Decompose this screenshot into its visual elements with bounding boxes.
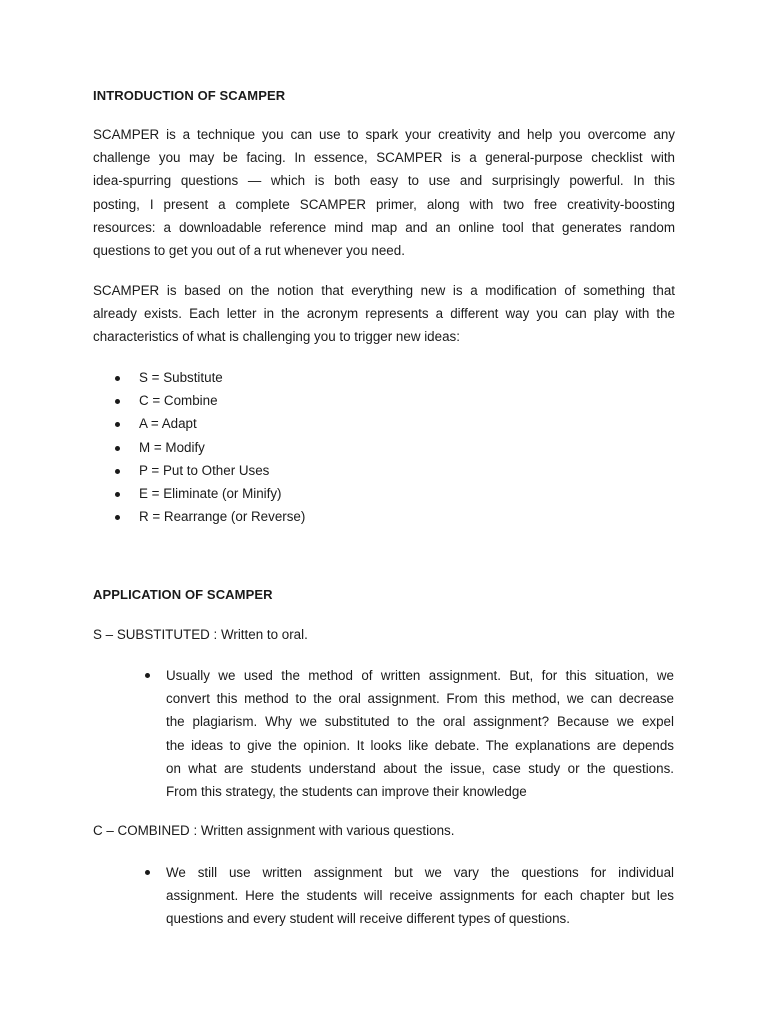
paragraph-line: already exists. Each letter in the acronym represents a different way you can play with the xyxy=(93,306,675,322)
paragraph-line: idea-spurring questions — which is both easy to use and surprisingly powerful. In this xyxy=(93,173,675,189)
bullet-icon xyxy=(115,446,120,451)
paragraph-line: characteristics of what is challenging you to trigger new ideas: xyxy=(93,329,460,345)
bullet-icon xyxy=(115,422,120,427)
bullet-icon xyxy=(115,376,120,381)
list-item-text: E = Eliminate (or Minify) xyxy=(139,485,282,501)
bullet-line: assignment. Here the students will receive assignments for each chapter but les xyxy=(166,888,674,904)
substituted-title: S – SUBSTITUTED : Written to oral. xyxy=(93,627,308,642)
bullet-icon xyxy=(115,515,120,520)
list-item-text: M = Modify xyxy=(139,439,205,455)
paragraph-line: SCAMPER is a technique you can use to spark your creativity and help you overcome any xyxy=(93,127,675,142)
paragraph-line: posting, I present a complete SCAMPER primer, along with two free creativity-boosting xyxy=(93,196,675,212)
combined-bullet-text xyxy=(166,861,674,931)
bullet-icon xyxy=(145,870,150,875)
intro-paragraph-2 xyxy=(93,279,675,349)
bullet-line: the ideas to give the opinion. It looks like debate. The explanations are depends xyxy=(166,737,674,753)
bullet-icon xyxy=(145,673,150,678)
combined-title: C – COMBINED : Written assignment with various questions. xyxy=(93,823,455,838)
bullet-line: We still use written assignment but we vary the questions for individual xyxy=(166,865,674,880)
bullet-icon xyxy=(115,469,120,474)
paragraph-line: resources: a downloadable reference mind map and an online tool that generates random xyxy=(93,219,675,235)
bullet-icon xyxy=(115,492,120,497)
paragraph-line: SCAMPER is based on the notion that everything new is a modification of something that xyxy=(93,283,675,298)
bullet-line: questions and every student will receive different types of questions. xyxy=(166,911,570,927)
paragraph-line: questions to get you out of a rut whenever you need. xyxy=(93,243,405,259)
bullet-icon xyxy=(115,399,120,404)
list-item-text: S = Substitute xyxy=(139,370,223,385)
list-item-text: R = Rearrange (or Reverse) xyxy=(139,509,306,525)
intro-paragraph-1 xyxy=(93,123,675,262)
list-item-text: C = Combine xyxy=(139,393,218,409)
list-item-text: P = Put to Other Uses xyxy=(139,462,270,478)
paragraph-line: challenge you may be facing. In essence, SCAMPER is a general-purpose checklist with xyxy=(93,150,675,166)
bullet-line: convert this method to the oral assignment. From this method, we can decrease xyxy=(166,691,674,707)
bullet-line: the plagiarism. Why we substituted to the oral assignment? Because we expel xyxy=(166,714,674,730)
substituted-bullet-text xyxy=(166,664,674,803)
bullet-line: From this strategy, the students can improve their knowledge xyxy=(166,784,527,800)
application-heading: APPLICATION OF SCAMPER xyxy=(93,587,273,602)
list-item-text: A = Adapt xyxy=(139,416,197,432)
bullet-line: Usually we used the method of written assignment. But, for this situation, we xyxy=(166,668,674,683)
intro-heading: INTRODUCTION OF SCAMPER xyxy=(93,88,286,103)
bullet-line: on what are students understand about the issue, case study or the questions. xyxy=(166,760,674,776)
